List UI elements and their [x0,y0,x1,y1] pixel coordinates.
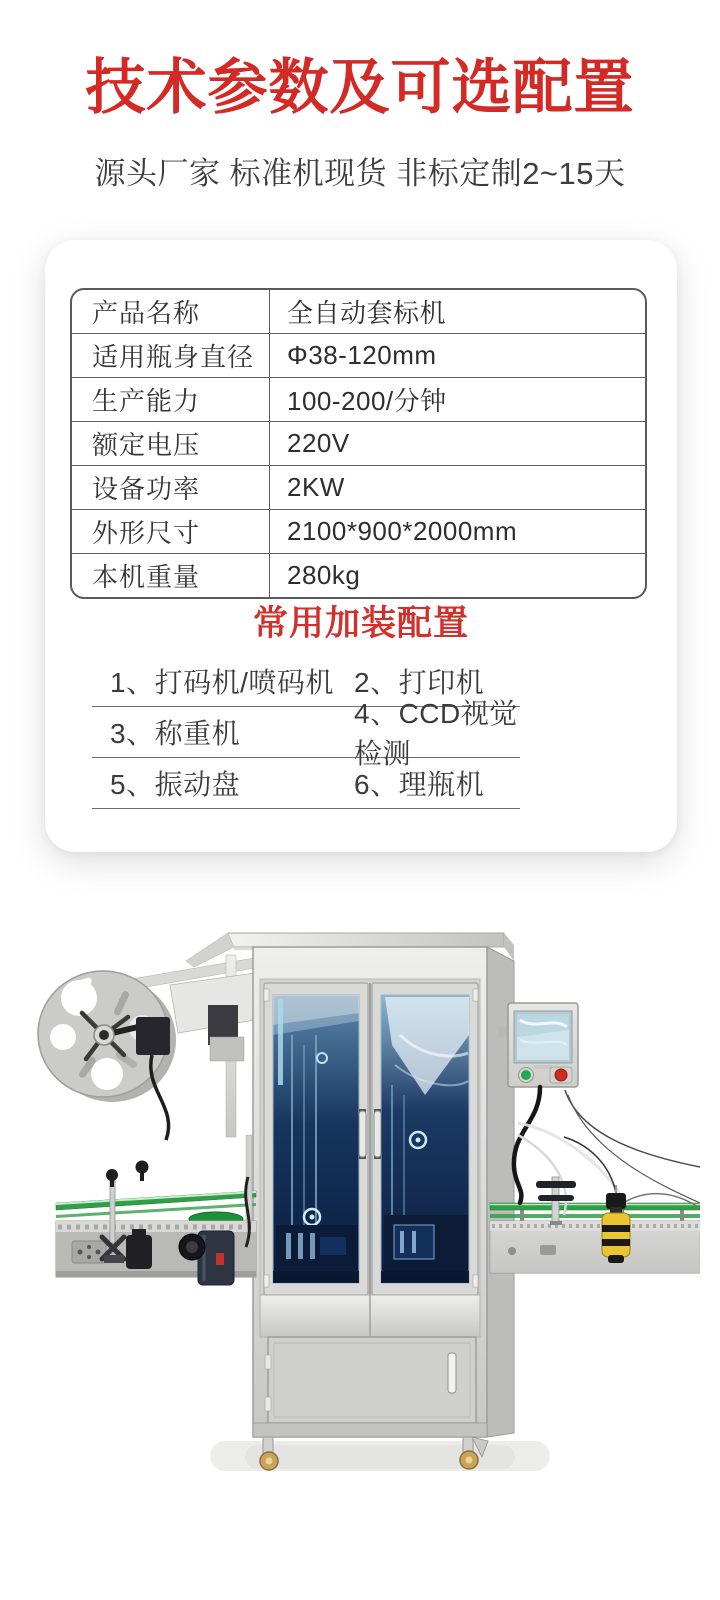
addon-item: 4、CCD视觉检测 [354,698,518,769]
page-title: 技术参数及可选配置 [85,54,635,121]
table-row [72,377,645,421]
table-row [72,553,645,597]
page-subtitle: 源头厂家 标准机现货 非标定制2~15天 [94,156,626,191]
spec-value: 2KW [287,472,345,502]
spec-label: 产品名称 [72,290,270,333]
table-row [72,465,645,509]
spec-label: 外形尺寸 [72,510,270,553]
lower-cabinet-door [265,1337,476,1423]
list-row [92,698,520,769]
spec-value: 280kg [287,560,361,590]
right-glass-door [372,983,478,1295]
red-button [555,1069,567,1081]
spec-value: 2100*900*2000mm [287,516,518,546]
table-row [72,509,645,553]
addons-list [92,656,520,809]
spec-label: 本机重量 [72,554,270,597]
addon-item: 1、打码机/喷码机 [110,667,334,698]
addon-item: 6、理瓶机 [354,769,485,800]
table-row [72,290,645,333]
addons-title: 常用加装配置 [252,604,469,643]
spec-table [70,288,647,599]
spec-value: Φ38-120mm [287,340,437,370]
spec-value: 220V [287,428,350,458]
table-row [72,333,645,377]
spec-value: 100-200/分钟 [287,386,447,416]
spec-label: 额定电压 [72,422,270,465]
addon-item: 2、打印机 [354,667,485,698]
left-conveyor [56,1161,256,1286]
addon-item: 3、称重机 [110,718,241,749]
left-glass-door [264,983,368,1295]
spec-value: 全自动套标机 [287,298,447,328]
spec-card [45,240,677,852]
list-row [92,758,520,809]
spec-label: 适用瓶身直径 [72,334,270,377]
spec-label: 设备功率 [72,466,270,509]
right-conveyor [490,1203,700,1273]
table-row [72,421,645,465]
machine-photo [20,885,700,1485]
addon-item: 5、振动盘 [110,769,241,800]
spec-label: 生产能力 [72,378,270,421]
